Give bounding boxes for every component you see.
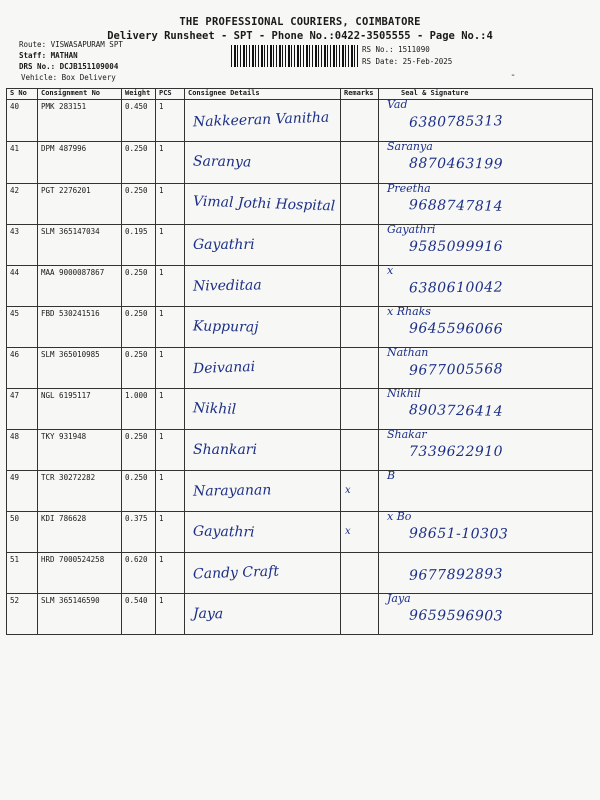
- cell-signature: [379, 100, 593, 142]
- signature-scribble: x Bo: [387, 511, 412, 523]
- phone-handwriting: 9688747814: [408, 197, 504, 215]
- cell-consignee: [185, 389, 341, 430]
- cell-weight: 0.195: [122, 225, 156, 266]
- cell-signature: [379, 266, 593, 307]
- cell-pcs: 1: [156, 594, 185, 635]
- table-row: [7, 307, 593, 348]
- table-row: [7, 430, 593, 471]
- cell-weight: 0.250: [122, 142, 156, 184]
- cell-pcs: 1: [156, 471, 185, 512]
- cell-consignment: PMK 283151: [38, 100, 122, 142]
- cell-consignment: SLM 365010985: [38, 348, 122, 389]
- table-row: [7, 184, 593, 225]
- cell-consignment: KDI 786628: [38, 512, 122, 553]
- cell-sno: 50: [7, 512, 38, 553]
- phone-handwriting: 9645596066: [408, 320, 504, 338]
- col-sno: S No: [7, 89, 38, 100]
- consignee-handwriting: Niveditaa: [192, 277, 262, 295]
- cell-weight: 1.000: [122, 389, 156, 430]
- cell-sno: 41: [7, 142, 38, 184]
- table-row: [7, 100, 593, 142]
- table-row: [7, 266, 593, 307]
- table-row: [7, 389, 593, 430]
- cell-sno: 44: [7, 266, 38, 307]
- cell-consignment: SLM 365146590: [38, 594, 122, 635]
- cell-signature: [379, 184, 593, 225]
- phone-handwriting: 98651-10303: [408, 525, 509, 543]
- cell-consignment: PGT 2276201: [38, 184, 122, 225]
- table-row: [7, 142, 593, 184]
- cell-remarks: [341, 225, 379, 266]
- cell-weight: 0.250: [122, 471, 156, 512]
- cell-remarks: [341, 471, 379, 512]
- cell-sno: 46: [7, 348, 38, 389]
- consignee-handwriting: Shankari: [193, 442, 257, 458]
- cell-consignment: NGL 6195117: [38, 389, 122, 430]
- consignee-handwriting: Narayanan: [192, 482, 272, 500]
- col-seal: Seal & Signature: [379, 89, 593, 100]
- table-row: [7, 348, 593, 389]
- phone-handwriting: 6380610042: [408, 279, 504, 297]
- cell-sno: 43: [7, 225, 38, 266]
- consignee-handwriting: Candy Craft: [192, 563, 280, 583]
- cell-sno: 40: [7, 100, 38, 142]
- phone-handwriting: 9677005568: [408, 361, 504, 379]
- cell-pcs: 1: [156, 389, 185, 430]
- col-remarks: Remarks: [341, 89, 379, 100]
- cell-sno: 45: [7, 307, 38, 348]
- cell-weight: 0.250: [122, 430, 156, 471]
- cell-consignment: HRD 7000524258: [38, 553, 122, 594]
- cell-pcs: 1: [156, 225, 185, 266]
- cell-pcs: 1: [156, 100, 185, 142]
- consignee-handwriting: Nakkeeran Vanitha: [192, 109, 330, 131]
- cell-sno: 48: [7, 430, 38, 471]
- cell-signature: [379, 225, 593, 266]
- signature-scribble: Shakar: [387, 429, 427, 441]
- cell-pcs: 1: [156, 553, 185, 594]
- cell-consignee: [185, 307, 341, 348]
- cell-signature: [379, 348, 593, 389]
- cell-signature: [379, 594, 593, 635]
- cell-weight: 0.375: [122, 512, 156, 553]
- cell-pcs: 1: [156, 307, 185, 348]
- phone-handwriting: 9585099916: [409, 239, 504, 255]
- col-weight: Weight: [122, 89, 156, 100]
- cell-weight: 0.540: [122, 594, 156, 635]
- table-row: [7, 553, 593, 594]
- cell-weight: 0.250: [122, 348, 156, 389]
- cell-remarks: [341, 348, 379, 389]
- table-body: [7, 100, 593, 635]
- cell-consignee: [185, 266, 341, 307]
- rs-date: RS Date: 25-Feb-2025: [362, 57, 453, 66]
- cell-consignment: MAA 9000087867: [38, 266, 122, 307]
- route-label: Route: VISWASAPURAM SPT: [19, 40, 123, 49]
- signature-scribble: Jaya: [387, 593, 411, 605]
- consignee-handwriting: Kuppuraj: [192, 318, 259, 336]
- consignee-handwriting: Nikhil: [192, 400, 237, 418]
- cell-weight: 0.250: [122, 266, 156, 307]
- cell-pcs: 1: [156, 266, 185, 307]
- signature-scribble: x: [387, 265, 394, 277]
- consignee-handwriting: Gayathri: [193, 237, 255, 253]
- phone-handwriting: 6380785313: [408, 113, 504, 131]
- cell-remarks: [341, 594, 379, 635]
- signature-scribble: Nikhil: [387, 388, 421, 400]
- phone-handwriting: 9677892893: [408, 566, 504, 584]
- cell-sno: 49: [7, 471, 38, 512]
- cell-consignment: DPM 487996: [38, 142, 122, 184]
- cell-remarks: [341, 266, 379, 307]
- consignee-handwriting: Vimal Jothi Hospital: [192, 193, 336, 215]
- cell-remarks: [341, 142, 379, 184]
- drs-number: DRS No.: DCJB151109004: [19, 62, 119, 71]
- document-title: THE PROFESSIONAL COURIERS, COIMBATORE: [179, 16, 421, 28]
- cell-remarks: [341, 512, 379, 553]
- cell-pcs: 1: [156, 142, 185, 184]
- col-pcs: PCS: [156, 89, 185, 100]
- signature-scribble: Preetha: [387, 183, 431, 195]
- cell-consignment: TKY 931948: [38, 430, 122, 471]
- signature-scribble: Saranya: [387, 141, 433, 153]
- col-consignee: Consignee Details: [185, 89, 341, 100]
- vehicle-label: Vehicle: Box Delivery: [21, 73, 116, 82]
- cell-weight: 0.450: [122, 100, 156, 142]
- cell-signature: [379, 553, 593, 594]
- cell-remarks: [341, 430, 379, 471]
- phone-handwriting: 9659596903: [408, 607, 504, 625]
- cell-signature: [379, 471, 593, 512]
- table-row: [7, 512, 593, 553]
- cell-signature: [379, 389, 593, 430]
- cell-consignee: [185, 225, 341, 266]
- signature-scribble: Nathan: [387, 347, 429, 359]
- cell-signature: [379, 430, 593, 471]
- cell-consignment: SLM 365147034: [38, 225, 122, 266]
- cell-pcs: 1: [156, 430, 185, 471]
- cell-consignee: [185, 471, 341, 512]
- remark-mark: x: [345, 526, 351, 537]
- cell-sno: 51: [7, 553, 38, 594]
- cell-weight: 0.250: [122, 307, 156, 348]
- cell-weight: 0.620: [122, 553, 156, 594]
- cell-signature: [379, 512, 593, 553]
- col-consignment: Consignment No: [38, 89, 122, 100]
- cell-consignee: [185, 184, 341, 225]
- consignee-handwriting: Deivanai: [192, 358, 256, 378]
- cell-remarks: [341, 100, 379, 142]
- cell-consignee: [185, 553, 341, 594]
- consignee-handwriting: Saranya: [192, 153, 252, 171]
- phone-handwriting: 8870463199: [408, 155, 504, 173]
- runsheet-subtitle: Delivery Runsheet - SPT - Phone No.:0422-3505555 - Page No.:4: [107, 30, 493, 42]
- cell-remarks: [341, 184, 379, 225]
- table-row: [7, 594, 593, 635]
- cell-consignee: [185, 348, 341, 389]
- cell-pcs: 1: [156, 348, 185, 389]
- signature-scribble: B: [387, 470, 396, 482]
- table-row: [7, 225, 593, 266]
- cell-consignee: [185, 594, 341, 635]
- staff-label: Staff: MATHAN: [19, 51, 78, 60]
- cell-remarks: [341, 307, 379, 348]
- phone-handwriting: 8903726414: [408, 402, 504, 420]
- rs-number: RS No.: 1511090: [362, 45, 430, 54]
- cell-consignee: [185, 100, 341, 142]
- cell-consignee: [185, 430, 341, 471]
- cell-consignment: FBD 530241516: [38, 307, 122, 348]
- cell-signature: [379, 142, 593, 184]
- table-row: [7, 471, 593, 512]
- cell-sno: 52: [7, 594, 38, 635]
- cell-remarks: [341, 553, 379, 594]
- cell-pcs: 1: [156, 512, 185, 553]
- pen-mark: -: [510, 70, 517, 81]
- remark-mark: x: [345, 485, 351, 496]
- signature-scribble: Gayathri: [387, 224, 436, 236]
- consignee-handwriting: Jaya: [192, 605, 224, 623]
- cell-sno: 42: [7, 184, 38, 225]
- cell-remarks: [341, 389, 379, 430]
- cell-signature: [379, 307, 593, 348]
- cell-consignee: [185, 512, 341, 553]
- consignee-handwriting: Gayathri: [192, 523, 255, 541]
- signature-scribble: Vad: [387, 99, 408, 111]
- barcode: [231, 45, 359, 67]
- cell-weight: 0.250: [122, 184, 156, 225]
- cell-consignee: [185, 142, 341, 184]
- runsheet-table: [6, 88, 593, 635]
- phone-handwriting: 7339622910: [409, 444, 504, 460]
- cell-pcs: 1: [156, 184, 185, 225]
- table-header-row: [7, 89, 593, 100]
- signature-scribble: x Rhaks: [387, 306, 431, 318]
- cell-consignment: TCR 30272282: [38, 471, 122, 512]
- cell-sno: 47: [7, 389, 38, 430]
